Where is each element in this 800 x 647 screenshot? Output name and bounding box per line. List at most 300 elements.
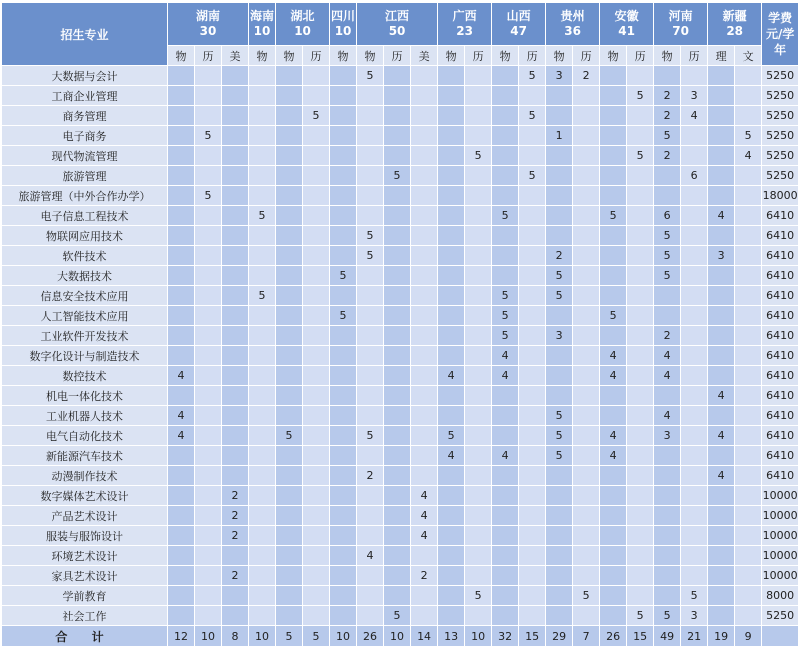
quota-cell — [492, 86, 519, 106]
quota-cell — [600, 106, 627, 126]
quota-cell — [249, 406, 276, 426]
quota-cell — [303, 146, 330, 166]
quota-cell — [222, 66, 249, 86]
quota-cell — [546, 226, 573, 246]
quota-cell — [600, 526, 627, 546]
quota-cell — [708, 546, 735, 566]
quota-cell — [519, 306, 546, 326]
quota-cell — [735, 406, 762, 426]
quota-cell: 5 — [654, 226, 681, 246]
major-name: 产品艺术设计 — [2, 506, 168, 526]
quota-cell: 2 — [222, 486, 249, 506]
quota-cell — [222, 326, 249, 346]
quota-cell — [276, 86, 303, 106]
quota-cell — [681, 146, 708, 166]
quota-cell — [735, 526, 762, 546]
quota-cell — [411, 126, 438, 146]
table-row — [2, 186, 799, 206]
quota-cell: 3 — [681, 86, 708, 106]
major-name: 现代物流管理 — [2, 146, 168, 166]
quota-cell — [546, 566, 573, 586]
quota-cell: 5 — [627, 146, 654, 166]
quota-cell — [492, 126, 519, 146]
quota-cell: 5 — [357, 226, 384, 246]
quota-cell — [465, 66, 492, 86]
quota-cell — [681, 126, 708, 146]
quota-cell — [276, 66, 303, 86]
quota-cell — [546, 346, 573, 366]
quota-cell — [438, 166, 465, 186]
quota-cell — [519, 266, 546, 286]
total-cell: 12 — [168, 626, 195, 647]
quota-cell — [222, 406, 249, 426]
quota-cell: 5 — [384, 166, 411, 186]
quota-cell — [492, 506, 519, 526]
quota-cell — [357, 326, 384, 346]
total-cell: 10 — [330, 626, 357, 647]
table-row — [2, 546, 799, 566]
quota-cell — [573, 406, 600, 426]
quota-cell — [627, 446, 654, 466]
quota-cell — [303, 386, 330, 406]
quota-cell — [195, 526, 222, 546]
quota-cell — [600, 466, 627, 486]
quota-cell — [735, 286, 762, 306]
quota-cell — [249, 106, 276, 126]
quota-cell — [195, 346, 222, 366]
quota-cell — [627, 326, 654, 346]
quota-cell — [438, 186, 465, 206]
quota-cell: 2 — [411, 566, 438, 586]
quota-cell — [276, 526, 303, 546]
quota-cell — [708, 526, 735, 546]
quota-cell — [249, 146, 276, 166]
quota-cell: 4 — [168, 426, 195, 446]
quota-cell — [168, 346, 195, 366]
quota-cell — [492, 426, 519, 446]
quota-cell — [654, 386, 681, 406]
quota-cell — [411, 406, 438, 426]
quota-cell — [222, 126, 249, 146]
quota-cell — [168, 546, 195, 566]
quota-cell — [168, 266, 195, 286]
quota-cell — [438, 466, 465, 486]
quota-cell: 5 — [492, 326, 519, 346]
quota-cell: 3 — [546, 326, 573, 346]
major-column-header: 招生专业 — [2, 3, 168, 66]
subject-header: 历 — [384, 46, 411, 66]
quota-cell — [465, 546, 492, 566]
total-cell: 21 — [681, 626, 708, 647]
quota-cell — [357, 186, 384, 206]
quota-cell — [708, 226, 735, 246]
quota-cell — [195, 166, 222, 186]
quota-cell — [465, 226, 492, 246]
quota-cell — [735, 246, 762, 266]
quota-cell — [573, 546, 600, 566]
quota-cell — [249, 346, 276, 366]
quota-cell — [330, 426, 357, 446]
quota-cell: 5 — [492, 206, 519, 226]
quota-cell — [546, 186, 573, 206]
quota-cell — [519, 586, 546, 606]
quota-cell — [465, 526, 492, 546]
quota-cell — [195, 586, 222, 606]
major-name: 社会工作 — [2, 606, 168, 626]
quota-cell — [357, 266, 384, 286]
quota-cell — [195, 226, 222, 246]
quota-cell — [303, 66, 330, 86]
quota-cell — [330, 506, 357, 526]
quota-cell — [519, 226, 546, 246]
quota-cell — [681, 526, 708, 546]
quota-cell: 3 — [708, 246, 735, 266]
quota-cell — [222, 86, 249, 106]
quota-cell — [357, 386, 384, 406]
major-name: 学前教育 — [2, 586, 168, 606]
quota-cell — [195, 266, 222, 286]
quota-cell — [411, 186, 438, 206]
quota-cell — [519, 246, 546, 266]
total-cell: 26 — [357, 626, 384, 647]
major-name: 工商企业管理 — [2, 86, 168, 106]
quota-cell — [546, 166, 573, 186]
region-header — [438, 3, 492, 46]
major-name: 人工智能技术应用 — [2, 306, 168, 326]
quota-cell — [654, 566, 681, 586]
major-name: 软件技术 — [2, 246, 168, 266]
quota-cell — [708, 506, 735, 526]
quota-cell: 2 — [573, 66, 600, 86]
total-cell: 14 — [411, 626, 438, 647]
quota-cell — [411, 86, 438, 106]
quota-cell — [573, 566, 600, 586]
quota-cell — [438, 126, 465, 146]
quota-cell — [384, 246, 411, 266]
quota-cell — [222, 146, 249, 166]
quota-cell — [330, 326, 357, 346]
quota-cell — [573, 166, 600, 186]
quota-cell — [573, 426, 600, 446]
quota-cell: 5 — [546, 446, 573, 466]
quota-cell — [168, 126, 195, 146]
region-header — [357, 3, 438, 46]
quota-cell — [330, 606, 357, 626]
quota-cell — [681, 306, 708, 326]
subject-header: 物 — [357, 46, 384, 66]
quota-cell — [735, 66, 762, 86]
quota-cell — [627, 166, 654, 186]
quota-cell — [519, 426, 546, 446]
quota-cell — [438, 106, 465, 126]
quota-cell — [168, 246, 195, 266]
region-name: 广西 — [452, 9, 477, 23]
quota-cell — [492, 386, 519, 406]
quota-cell — [303, 366, 330, 386]
fee-cell: 10000 — [762, 546, 799, 566]
quota-cell — [249, 446, 276, 466]
total-cell: 10 — [465, 626, 492, 647]
quota-cell — [627, 266, 654, 286]
quota-cell — [600, 186, 627, 206]
quota-cell — [195, 146, 222, 166]
quota-cell — [654, 66, 681, 86]
table-row — [2, 486, 799, 506]
quota-cell — [303, 486, 330, 506]
quota-cell — [249, 466, 276, 486]
quota-cell — [303, 286, 330, 306]
quota-cell — [330, 86, 357, 106]
quota-cell — [303, 86, 330, 106]
major-name: 电子商务 — [2, 126, 168, 146]
quota-cell — [627, 406, 654, 426]
quota-cell — [492, 606, 519, 626]
quota-cell — [411, 586, 438, 606]
fee-cell: 6410 — [762, 266, 799, 286]
region-quota: 23 — [456, 24, 473, 38]
quota-cell — [627, 186, 654, 206]
quota-cell — [303, 186, 330, 206]
total-cell: 5 — [276, 626, 303, 647]
quota-cell — [195, 466, 222, 486]
major-name: 数字化设计与制造技术 — [2, 346, 168, 366]
region-name: 河南 — [668, 9, 693, 23]
quota-cell — [519, 346, 546, 366]
quota-cell: 5 — [357, 246, 384, 266]
quota-cell — [195, 566, 222, 586]
quota-cell — [708, 306, 735, 326]
quota-cell — [600, 566, 627, 586]
quota-cell — [195, 546, 222, 566]
quota-cell: 6 — [654, 206, 681, 226]
quota-cell — [384, 186, 411, 206]
fee-cell: 5250 — [762, 86, 799, 106]
region-header — [249, 3, 276, 46]
major-name: 新能源汽车技术 — [2, 446, 168, 466]
major-name: 机电一体化技术 — [2, 386, 168, 406]
quota-cell — [708, 446, 735, 466]
quota-cell — [492, 66, 519, 86]
quota-cell — [573, 86, 600, 106]
total-cell: 15 — [627, 626, 654, 647]
quota-cell — [168, 166, 195, 186]
quota-cell — [357, 366, 384, 386]
quota-cell — [681, 486, 708, 506]
quota-cell — [492, 246, 519, 266]
quota-cell: 5 — [681, 586, 708, 606]
quota-cell — [546, 366, 573, 386]
quota-cell — [303, 566, 330, 586]
table-body — [2, 66, 799, 647]
quota-cell — [276, 306, 303, 326]
quota-cell: 5 — [654, 126, 681, 146]
quota-cell — [708, 266, 735, 286]
quota-cell — [195, 366, 222, 386]
quota-cell — [168, 146, 195, 166]
quota-cell — [681, 446, 708, 466]
quota-cell — [303, 406, 330, 426]
quota-cell — [438, 506, 465, 526]
quota-cell: 4 — [411, 506, 438, 526]
quota-cell — [465, 166, 492, 186]
quota-cell — [411, 326, 438, 346]
quota-cell — [546, 146, 573, 166]
quota-cell — [168, 206, 195, 226]
quota-cell: 4 — [411, 486, 438, 506]
quota-cell — [330, 106, 357, 126]
quota-cell — [411, 246, 438, 266]
quota-cell — [681, 186, 708, 206]
quota-cell: 4 — [654, 346, 681, 366]
quota-cell — [519, 286, 546, 306]
region-quota: 10 — [253, 24, 271, 38]
region-quota: 10 — [334, 24, 352, 38]
table-row — [2, 606, 799, 626]
quota-cell — [249, 506, 276, 526]
quota-cell — [168, 566, 195, 586]
quota-cell — [222, 586, 249, 606]
quota-cell — [681, 66, 708, 86]
quota-cell — [546, 466, 573, 486]
quota-cell — [681, 326, 708, 346]
quota-cell — [465, 106, 492, 126]
quota-cell — [330, 146, 357, 166]
fee-cell: 6410 — [762, 446, 799, 466]
quota-cell — [492, 566, 519, 586]
quota-cell — [465, 566, 492, 586]
major-name: 旅游管理 — [2, 166, 168, 186]
quota-cell — [303, 126, 330, 146]
quota-cell — [249, 486, 276, 506]
quota-cell — [276, 106, 303, 126]
quota-cell — [654, 506, 681, 526]
quota-cell — [438, 546, 465, 566]
quota-cell — [222, 306, 249, 326]
quota-cell: 5 — [546, 286, 573, 306]
total-cell: 29 — [546, 626, 573, 647]
quota-cell: 5 — [249, 286, 276, 306]
quota-cell: 5 — [330, 306, 357, 326]
quota-cell — [249, 246, 276, 266]
table-row — [2, 366, 799, 386]
table-row — [2, 326, 799, 346]
quota-cell — [519, 386, 546, 406]
quota-cell — [438, 526, 465, 546]
quota-cell — [627, 586, 654, 606]
total-fee-cell — [762, 626, 799, 647]
quota-cell — [384, 506, 411, 526]
subject-header: 物 — [168, 46, 195, 66]
quota-cell — [519, 186, 546, 206]
table-row — [2, 346, 799, 366]
quota-cell — [276, 246, 303, 266]
quota-cell — [735, 466, 762, 486]
quota-cell — [708, 286, 735, 306]
table-row — [2, 386, 799, 406]
quota-cell — [627, 306, 654, 326]
quota-cell — [276, 226, 303, 246]
quota-cell: 4 — [600, 346, 627, 366]
quota-cell: 5 — [465, 146, 492, 166]
quota-cell — [330, 366, 357, 386]
quota-cell — [600, 226, 627, 246]
quota-cell — [681, 226, 708, 246]
quota-cell — [411, 386, 438, 406]
quota-cell — [627, 346, 654, 366]
quota-cell — [681, 206, 708, 226]
quota-cell — [708, 106, 735, 126]
quota-cell — [357, 206, 384, 226]
table-row — [2, 406, 799, 426]
quota-cell — [357, 286, 384, 306]
quota-cell — [600, 606, 627, 626]
quota-cell — [330, 246, 357, 266]
quota-cell — [276, 606, 303, 626]
quota-cell: 2 — [654, 106, 681, 126]
quota-cell — [411, 546, 438, 566]
major-name: 动漫制作技术 — [2, 466, 168, 486]
quota-cell — [384, 586, 411, 606]
quota-cell — [735, 346, 762, 366]
major-name: 服装与服饰设计 — [2, 526, 168, 546]
quota-cell — [168, 286, 195, 306]
quota-cell — [465, 266, 492, 286]
quota-cell — [654, 286, 681, 306]
table-row — [2, 66, 799, 86]
quota-cell — [573, 286, 600, 306]
total-cell: 5 — [303, 626, 330, 647]
table-row — [2, 126, 799, 146]
quota-cell — [357, 606, 384, 626]
quota-cell — [195, 306, 222, 326]
quota-cell — [222, 346, 249, 366]
fee-cell: 10000 — [762, 506, 799, 526]
quota-cell: 3 — [681, 606, 708, 626]
quota-cell — [735, 106, 762, 126]
region-header-row — [2, 3, 799, 46]
region-quota: 41 — [618, 24, 635, 38]
quota-cell — [708, 566, 735, 586]
quota-cell — [330, 526, 357, 546]
quota-cell — [276, 146, 303, 166]
quota-cell — [195, 506, 222, 526]
quota-cell — [708, 186, 735, 206]
quota-cell — [573, 206, 600, 226]
quota-cell — [249, 166, 276, 186]
quota-cell — [303, 206, 330, 226]
quota-cell — [465, 86, 492, 106]
quota-cell — [465, 466, 492, 486]
subject-header: 美 — [222, 46, 249, 66]
quota-cell — [465, 126, 492, 146]
subject-header: 物 — [249, 46, 276, 66]
quota-cell — [411, 226, 438, 246]
quota-cell: 5 — [465, 586, 492, 606]
region-name: 湖北 — [290, 9, 315, 23]
quota-cell: 5 — [519, 166, 546, 186]
quota-cell — [627, 206, 654, 226]
quota-cell — [600, 286, 627, 306]
subject-header: 物 — [492, 46, 519, 66]
fee-cell: 6410 — [762, 366, 799, 386]
major-name: 旅游管理（中外合作办学） — [2, 186, 168, 206]
quota-cell — [546, 306, 573, 326]
fee-cell: 8000 — [762, 586, 799, 606]
quota-cell — [357, 526, 384, 546]
region-name: 海南 — [250, 9, 275, 23]
quota-cell — [708, 586, 735, 606]
quota-cell: 4 — [654, 366, 681, 386]
